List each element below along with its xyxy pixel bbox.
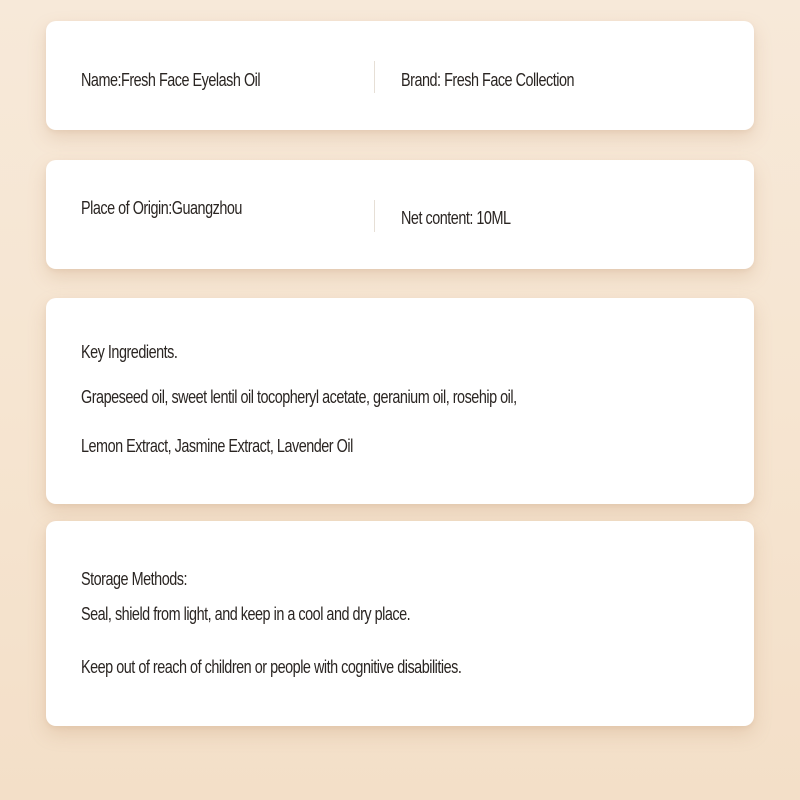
card-divider: [374, 61, 375, 93]
origin-content-card: [46, 160, 754, 269]
storage-line: Keep out of reach of children or people with cognitive disabilities.: [81, 657, 462, 677]
ingredients-heading: Key Ingredients.: [81, 342, 178, 362]
ingredients-line: Grapeseed oil, sweet lentil oil tocopheryl acetate, geranium oil, rosehip oil,: [81, 387, 517, 407]
storage-methods-card: [46, 521, 754, 726]
product-brand: Brand: Fresh Face Collection: [401, 70, 575, 90]
product-name-brand-card: [46, 21, 754, 130]
storage-line: Seal, shield from light, and keep in a cool and dry place.: [81, 604, 411, 624]
ingredients-line: Lemon Extract, Jasmine Extract, Lavender Oil: [81, 436, 353, 456]
key-ingredients-card: [46, 298, 754, 504]
product-name: Name:Fresh Face Eyelash Oil: [81, 70, 261, 90]
place-of-origin: Place of Origin:Guangzhou: [81, 198, 242, 218]
card-divider: [374, 200, 375, 232]
net-content: Net content: 10ML: [401, 208, 511, 228]
storage-heading: Storage Methods:: [81, 569, 187, 589]
